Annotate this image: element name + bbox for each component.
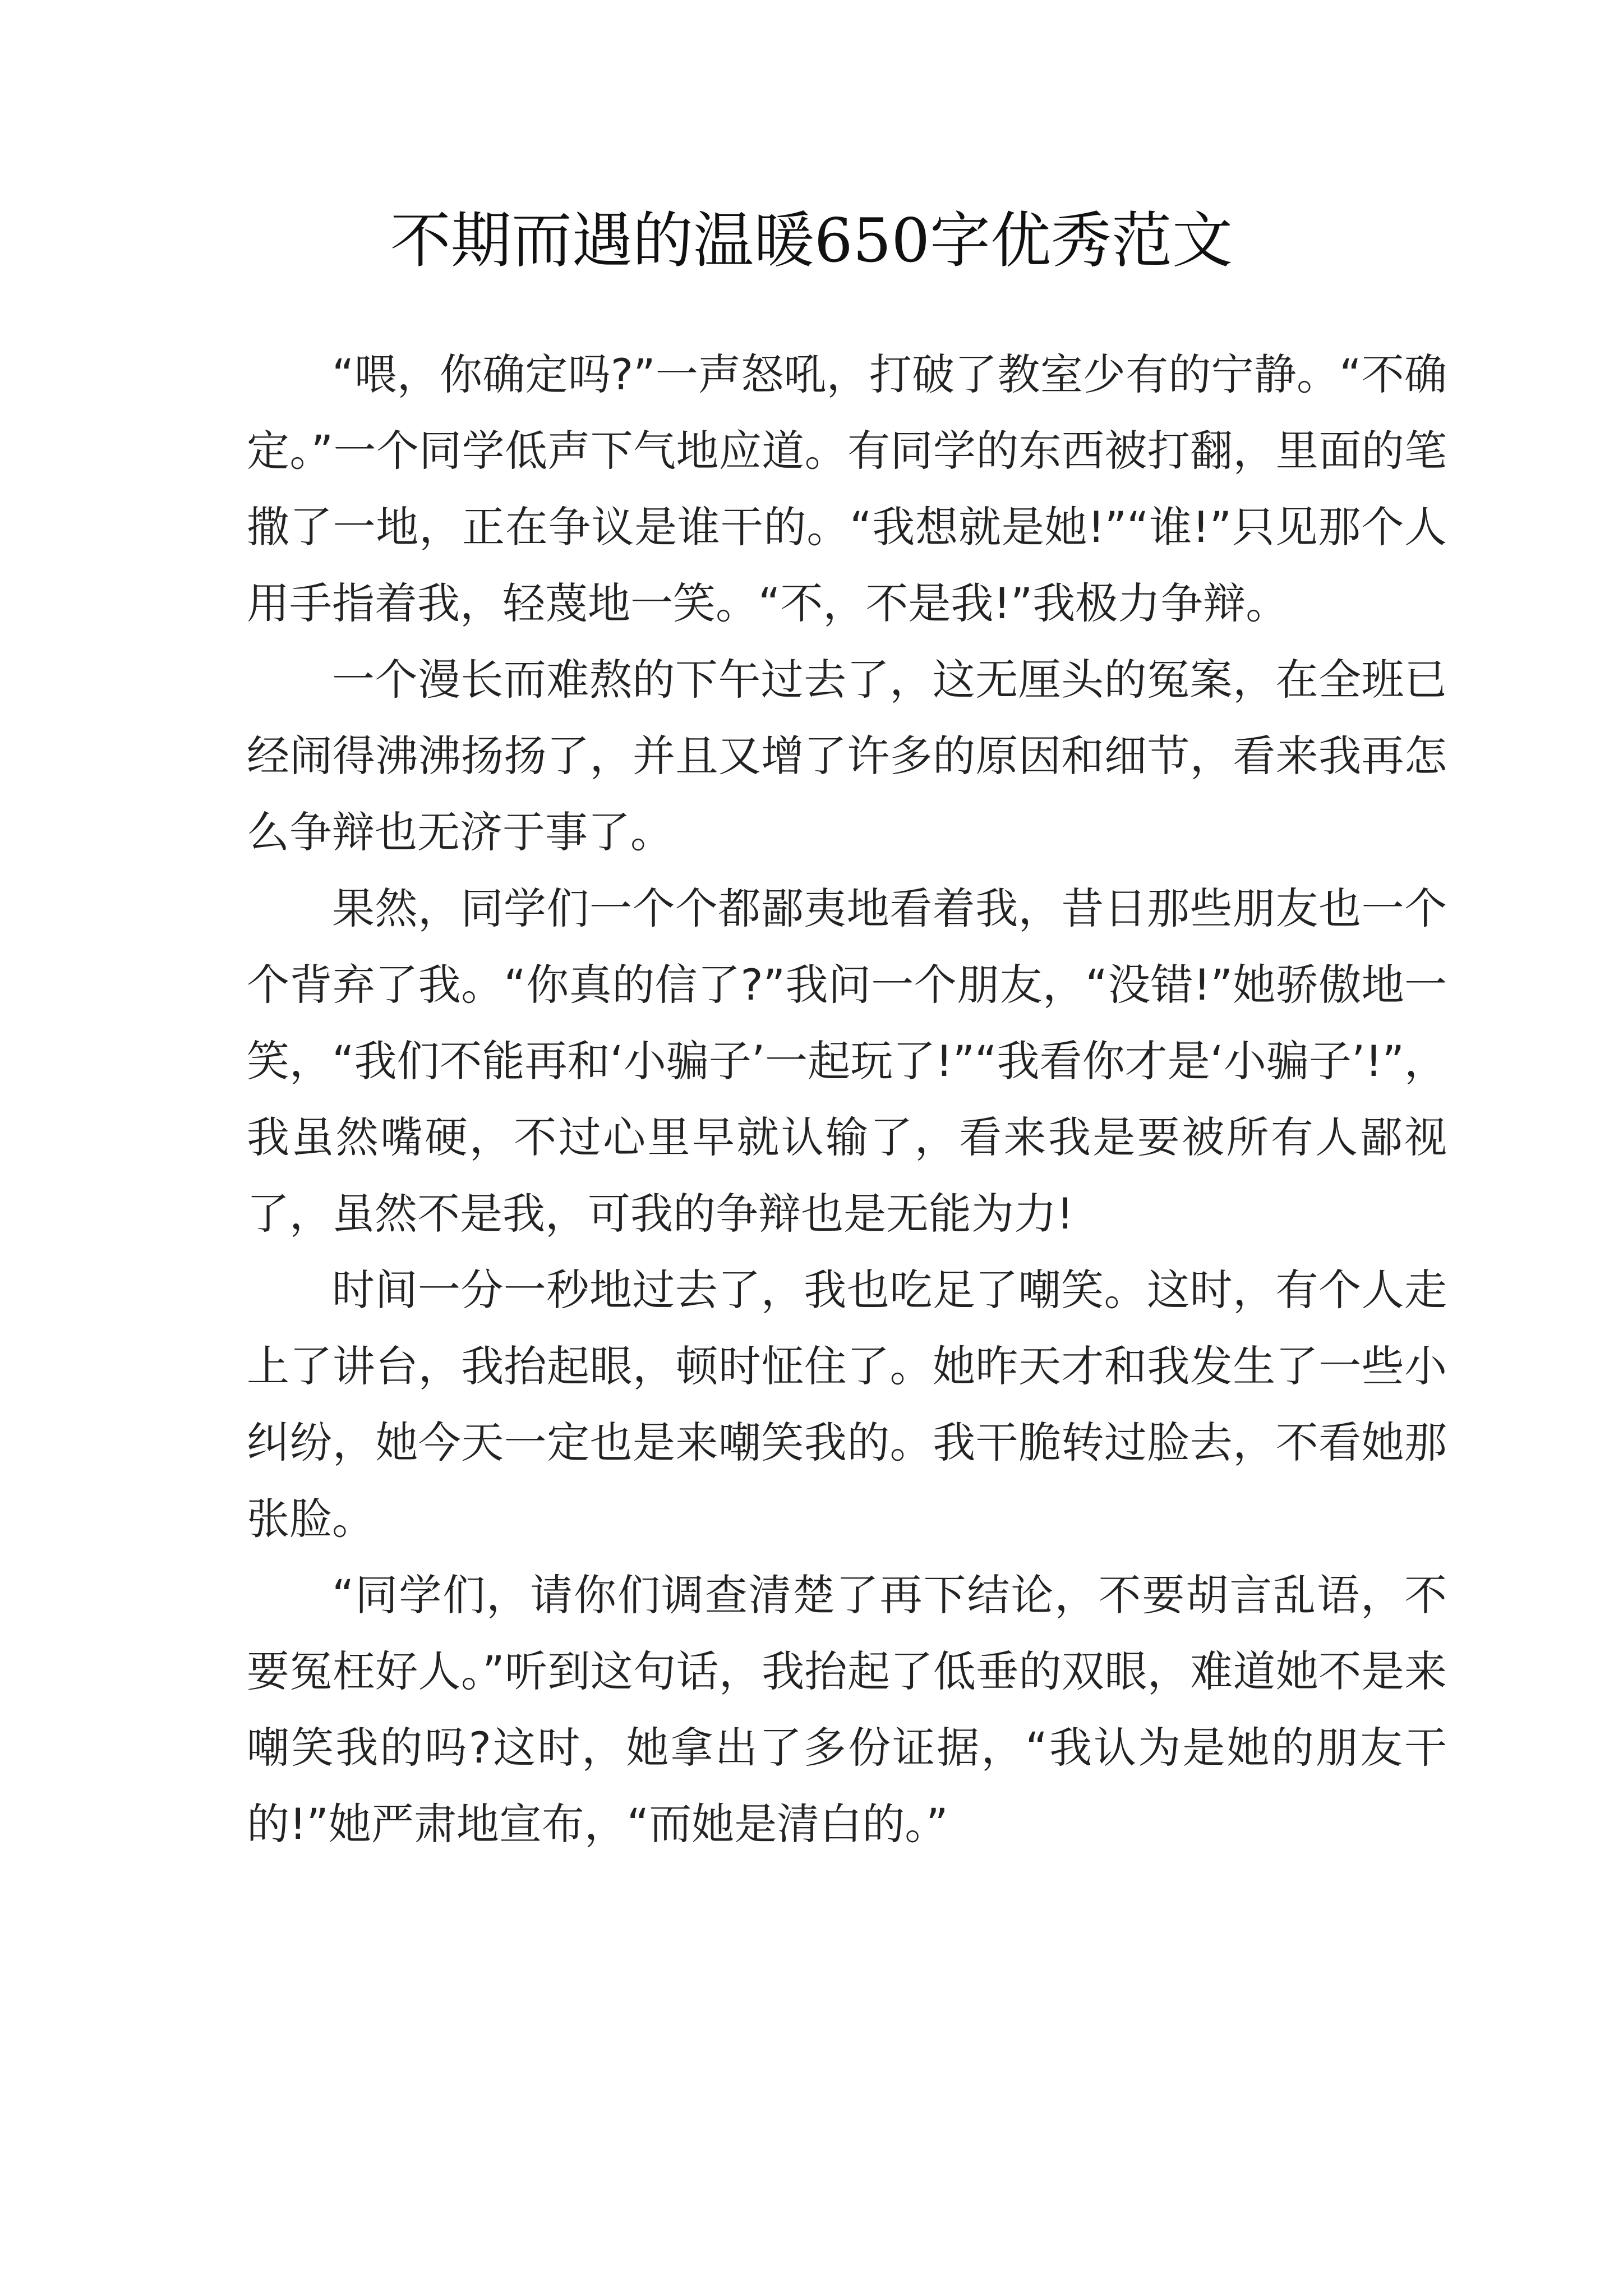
paragraph: 时间一分一秒地过去了，我也吃足了嘲笑。这时，有个人走上了讲台，我抬起眼，顿时怔住了。她昨天才和我发生了一些小纠纷，她今天一定也是来嘲笑我的。我干脆转过脸去，不看她那张脸。 <box>247 1265 1447 1544</box>
paragraph: “喂，你确定吗?”一声怒吼，打破了教室少有的宁静。“不确定。”一个同学低声下气地应道。有同学的东西被打翻，里面的笔撒了一地，正在争议是谁干的。“我想就是她!”“谁!”只见那个人用手指着我，轻蔑地一笑。“不，不是我!”我极力争辩。 <box>247 349 1447 628</box>
paragraph: “同学们，请你们调查清楚了再下结论，不要胡言乱语，不要冤枉好人。”听到这句话，我抬起了低垂的双眼，难道她不是来嘲笑我的吗?这时，她拿出了多份证据，“我认为是她的朋友干的!”她严肃地宣布，“而她是清白的。” <box>247 1570 1447 1849</box>
paragraph: 果然，同学们一个个都鄙夷地看着我，昔日那些朋友也一个个背弃了我。“你真的信了?”我问一个朋友，“没错!”她骄傲地一笑，“我们不能再和‘小骗子’一起玩了!”“我看你才是‘小骗子’!”，我虽然嘴硬，不过心里早就认输了，看来我是要被所有人鄙视了，虽然不是我，可我的争辩也是无能为力! <box>247 884 1447 1239</box>
paragraph: 一个漫长而难熬的下午过去了，这无厘头的冤案，在全班已经闹得沸沸扬扬了，并且又增了许多的原因和细节，看来我再怎么争辩也无济于事了。 <box>247 655 1447 857</box>
document-body <box>247 337 1447 1862</box>
document-title: 不期而遇的温暖650字优秀范文 <box>390 206 1233 276</box>
